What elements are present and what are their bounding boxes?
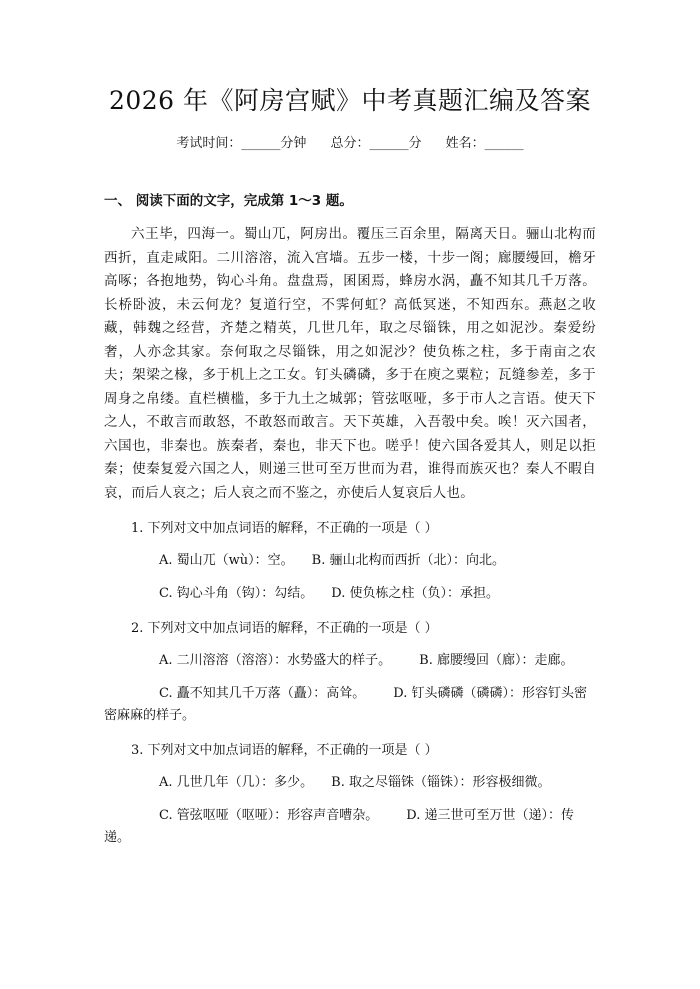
question-1-stem: 1. 下列对文中加点词语的解释，不正确的一项是（ ） [131, 521, 438, 536]
question-3-option-c: C. 管弦呕哑（呕哑）：形容声音嘈杂。 [159, 808, 379, 823]
question-1-options-row-1 [104, 550, 596, 572]
question-3-stem: 3. 下列对文中加点词语的解释，不正确的一项是（ ） [131, 743, 438, 758]
section-heading: 一、 阅读下面的文字，完成第 1～3 题。 [104, 193, 353, 209]
question-2-options-row-2 [104, 683, 596, 727]
question-2-options-row-1 [104, 650, 596, 672]
question-1-option-c: C. 钩心斗角（钩）：勾结。 [159, 586, 314, 601]
question-2-option-d: D. 钉头磷磷（磷磷）：形容钉头密密麻麻的样子。 [104, 686, 587, 723]
question-2-option-b: B. 廊腰缦回（廊）：走廊。 [419, 653, 574, 668]
question-1-option-a: A. 蜀山兀（wù）：空。 [159, 553, 294, 568]
question-3-option-d: D. 递三世可至万世（递）：传递。 [104, 808, 574, 845]
question-2-option-a: A. 二川溶溶（溶溶）：水势盛大的样子。 [159, 653, 392, 668]
question-1-option-b: B. 骊山北构而西折（北）：向北。 [311, 553, 505, 568]
page-title: 2026 年《阿房宫赋》中考真题汇编及答案 [108, 86, 592, 115]
question-3-option-a: A. 几世几年（几）：多少。 [159, 775, 314, 790]
question-3-options-row-1 [104, 772, 596, 794]
question-1-options-row-2 [104, 583, 596, 605]
exam-score: 总分：______分 [330, 136, 422, 151]
question-3-option-b: B. 取之尽锱铢（锱铢）：形容极细微。 [331, 775, 551, 790]
question-1-option-d: D. 使负栋之柱（负）：承担。 [331, 586, 499, 601]
reading-passage: 六王毕，四海一。蜀山兀，阿房出。覆压三百余里，隔离天日。骊山北构而西折，直走咸阳。二川溶溶，流入宫墙。五步一楼，十步一阁；廊腰缦回，檐牙高啄；各抱地势，钩心斗角。盘盘焉，囷囷焉，蜂房水涡，矗不知其几千万落。长桥卧波，未云何龙？复道行空，不霁何虹？高低冥迷，不知西东。燕赵之收藏，韩魏之经营，齐楚之精英，几世几年，取之尽锱铢，用之如泥沙。秦爱纷奢，人亦念其家。奈何取之尽锱铢，用之如泥沙？使负栋之柱，多于南亩之农夫；架梁之椽，多于机上之工女。钉头磷磷，多于在庾之粟粒；瓦缝参差，多于周身之帛缕。直栏横槛，多于九土之城郭；管弦呕哑，多于市人之言语。使天下之人，不敢言而敢怒，不敢怒而敢言。天下英雄，入吾彀中矣。唉！灭六国者，六国也，非秦也。族秦者，秦也，非天下也。嗟乎！使六国各爱其人，则足以拒秦；使秦复爱六国之人，则递三世可至万世而为君，谁得而族灭也？秦人不暇自哀，而后人哀之；后人哀之而不鉴之，亦使后人复哀后人也。 [104, 226, 596, 501]
exam-name: 姓名：______ [445, 136, 524, 151]
exam-page [0, 84, 700, 989]
question-2-option-c: C. 矗不知其几千万落（矗）：高耸。 [159, 686, 366, 701]
exam-meta [104, 134, 596, 154]
question-3-options-row-2 [104, 805, 596, 849]
exam-time: 考试时间：______分钟 [176, 136, 307, 151]
question-2-stem: 2. 下列对文中加点词语的解释，不正确的一项是（ ） [131, 621, 438, 636]
